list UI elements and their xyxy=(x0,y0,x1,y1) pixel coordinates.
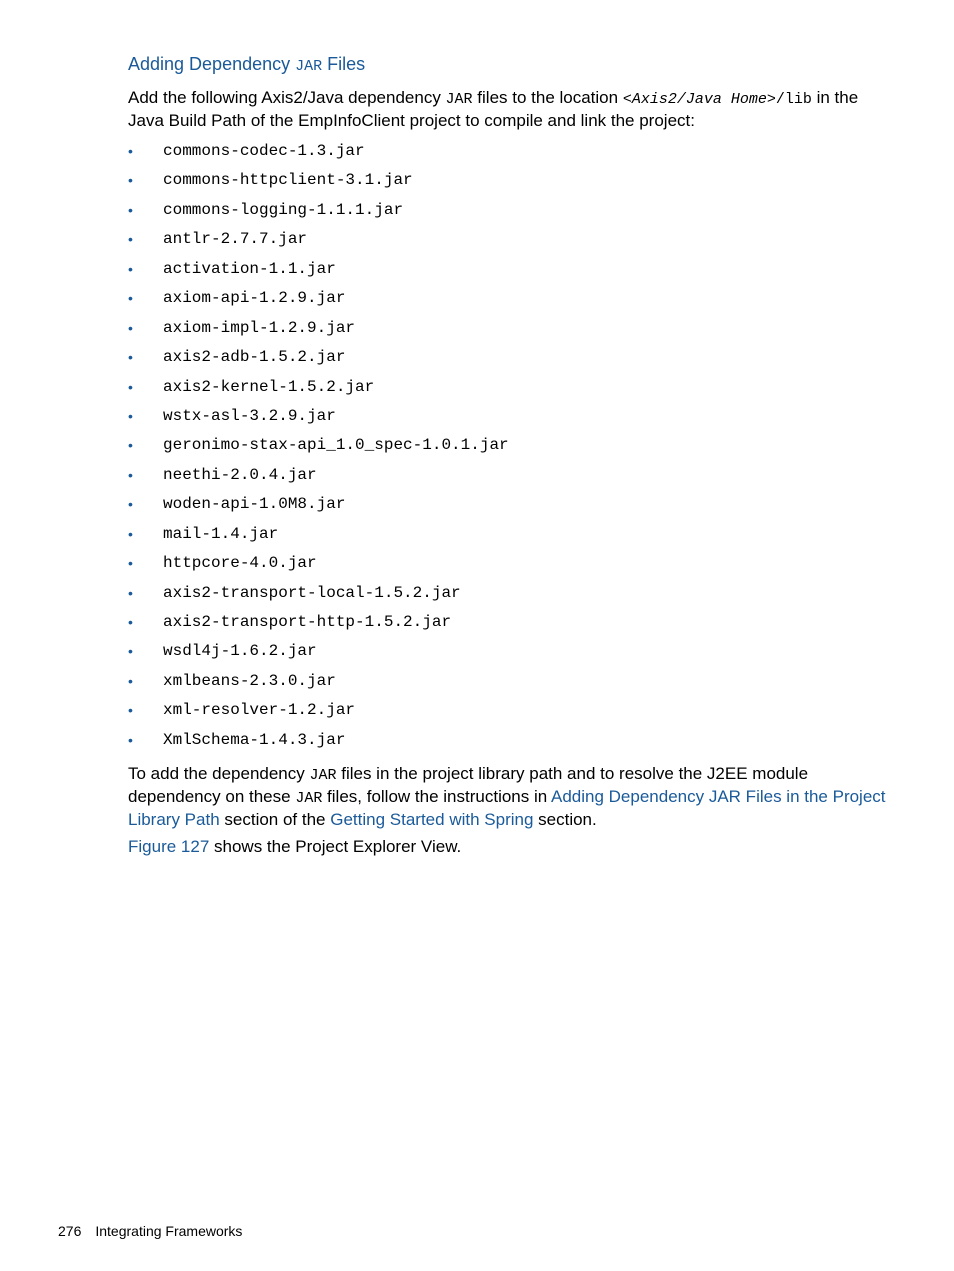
link-adding-dependency-jar-files[interactable]: Adding Dependency JAR Files in the Project Library Path xyxy=(128,787,886,830)
list-item xyxy=(128,700,888,729)
para2-text-2: files in the project library path and to resolve the J2EE module dependency on these xyxy=(128,764,809,807)
page-number: 276 xyxy=(58,1223,82,1239)
page-footer xyxy=(58,1222,242,1240)
list-item xyxy=(128,730,888,759)
jar-filename: axiom-impl-1.2.9.jar xyxy=(163,318,356,337)
bullet-icon: • xyxy=(128,407,133,424)
jar-filename: axis2-kernel-1.5.2.jar xyxy=(163,377,375,396)
list-item xyxy=(128,612,888,641)
list-item xyxy=(128,347,888,376)
bullet-icon: • xyxy=(128,584,133,601)
bullet-icon: • xyxy=(128,643,133,660)
jar-filename: axis2-transport-http-1.5.2.jar xyxy=(163,613,452,631)
list-item xyxy=(128,141,888,170)
list-item xyxy=(128,406,888,435)
list-item xyxy=(128,435,888,464)
page-content xyxy=(128,52,888,857)
intro-text-3: in the Java Build Path of the EmpInfoClient project to compile and link the project: xyxy=(128,88,859,130)
heading-code: JAR xyxy=(295,58,323,75)
list-item xyxy=(128,200,888,229)
bullet-icon: • xyxy=(128,319,133,336)
jar-filename: xmlbeans-2.3.0.jar xyxy=(163,671,336,690)
link-getting-started-with-spring[interactable]: Getting Started with Spring xyxy=(330,810,534,830)
bullet-icon: • xyxy=(128,437,133,454)
jar-filename: wsdl4j-1.6.2.jar xyxy=(163,642,317,661)
para2-text-4: section of the xyxy=(219,810,331,830)
list-item xyxy=(128,583,888,612)
bullet-icon: • xyxy=(128,143,133,159)
footer-section-title: Integrating Frameworks xyxy=(95,1223,243,1239)
heading-text-post: Files xyxy=(322,54,366,74)
instructions-paragraph xyxy=(128,763,888,830)
para2-text-1: To add the dependency xyxy=(128,764,310,784)
bullet-icon: • xyxy=(128,496,133,513)
list-item xyxy=(128,494,888,523)
jar-filename: activation-1.1.jar xyxy=(163,259,336,278)
section-heading xyxy=(128,52,888,79)
bullet-icon: • xyxy=(128,172,133,189)
bullet-icon: • xyxy=(128,525,133,542)
jar-filename: XmlSchema-1.4.3.jar xyxy=(163,730,346,749)
jar-filename: commons-codec-1.3.jar xyxy=(163,142,365,160)
jar-filename: antlr-2.7.7.jar xyxy=(163,230,308,249)
jar-filename: httpcore-4.0.jar xyxy=(163,554,317,573)
para2-code-jar-1: JAR xyxy=(309,767,337,785)
intro-text-1: Add the following Axis2/Java dependency xyxy=(128,88,446,107)
link-figure-127[interactable]: Figure 127 xyxy=(128,837,210,857)
jar-filename: axiom-api-1.2.9.jar xyxy=(163,289,346,308)
bullet-icon: • xyxy=(128,349,133,366)
bullet-icon: • xyxy=(128,702,133,719)
jar-list xyxy=(128,141,888,759)
list-item xyxy=(128,641,888,670)
list-item xyxy=(128,377,888,406)
list-item xyxy=(128,170,888,199)
para3-text: shows the Project Explorer View. xyxy=(209,837,462,857)
bullet-icon: • xyxy=(128,466,133,483)
list-item xyxy=(128,229,888,258)
bullet-icon: • xyxy=(128,260,133,277)
heading-text-pre: Adding Dependency xyxy=(128,54,296,74)
para2-text-5: section. xyxy=(533,810,597,830)
para2-text-3: files, follow the instructions in xyxy=(322,787,551,807)
list-item xyxy=(128,671,888,700)
bullet-icon: • xyxy=(128,731,133,748)
jar-filename: commons-logging-1.1.1.jar xyxy=(163,200,404,219)
jar-filename: commons-httpclient-3.1.jar xyxy=(163,171,413,190)
jar-filename: mail-1.4.jar xyxy=(163,524,279,543)
bullet-icon: • xyxy=(128,672,133,689)
list-item xyxy=(128,465,888,494)
figure-reference-paragraph xyxy=(128,836,888,857)
list-item xyxy=(128,288,888,317)
bullet-icon: • xyxy=(128,378,133,395)
bullet-icon: • xyxy=(128,231,133,248)
para2-code-jar-2: JAR xyxy=(295,790,323,808)
jar-filename: xml-resolver-1.2.jar xyxy=(163,701,356,720)
intro-path-rest: /lib xyxy=(775,91,812,108)
bullet-icon: • xyxy=(128,555,133,572)
jar-filename: neethi-2.0.4.jar xyxy=(163,465,317,484)
jar-filename: axis2-adb-1.5.2.jar xyxy=(163,348,346,367)
jar-filename: geronimo-stax-api_1.0_spec-1.0.1.jar xyxy=(163,436,509,455)
jar-filename: axis2-transport-local-1.5.2.jar xyxy=(163,583,461,602)
intro-code-jar: JAR xyxy=(445,91,473,108)
intro-paragraph xyxy=(128,87,888,131)
intro-path-italic: <Axis2/Java Home> xyxy=(622,91,776,108)
list-item xyxy=(128,524,888,553)
list-item xyxy=(128,553,888,582)
bullet-icon: • xyxy=(128,201,133,218)
intro-text-2: files to the location xyxy=(472,88,623,107)
list-item xyxy=(128,318,888,347)
jar-filename: woden-api-1.0M8.jar xyxy=(163,495,346,514)
bullet-icon: • xyxy=(128,614,133,630)
bullet-icon: • xyxy=(128,290,133,307)
jar-filename: wstx-asl-3.2.9.jar xyxy=(163,406,336,425)
list-item xyxy=(128,259,888,288)
